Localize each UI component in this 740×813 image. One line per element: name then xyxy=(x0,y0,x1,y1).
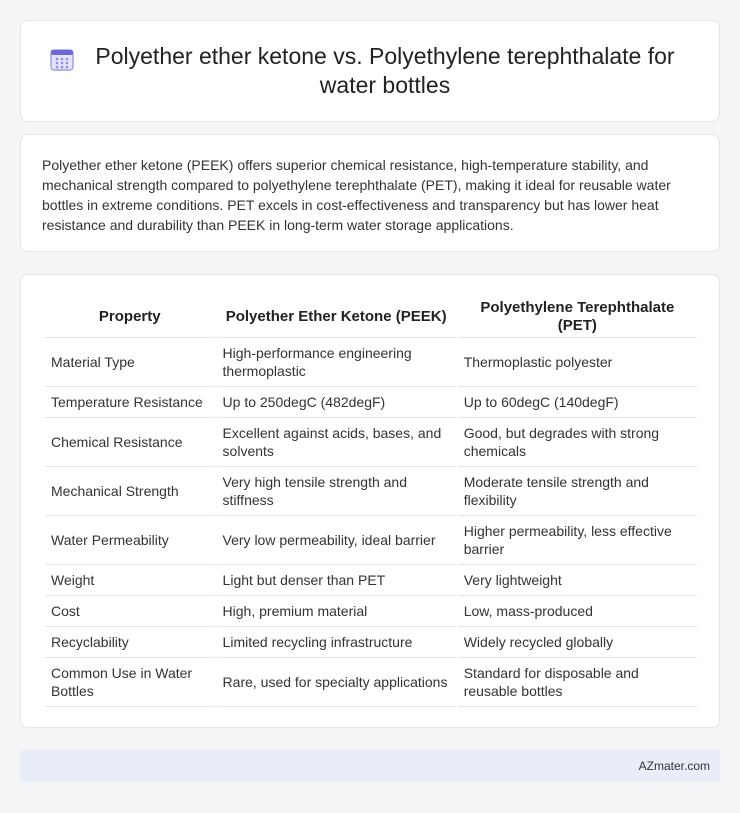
property-cell: Water Permeability xyxy=(45,516,215,565)
pet-cell: Up to 60degC (140degF) xyxy=(458,387,697,418)
peek-cell: Up to 250degC (482degF) xyxy=(217,387,456,418)
table-row xyxy=(45,596,697,627)
footer-brand[interactable]: AZmater.com xyxy=(638,759,710,773)
peek-cell: Limited recycling infrastructure xyxy=(217,627,456,658)
property-cell: Common Use in Water Bottles xyxy=(45,658,215,707)
pet-cell: Widely recycled globally xyxy=(458,627,697,658)
title-card xyxy=(20,20,720,122)
peek-cell: Light but denser than PET xyxy=(217,565,456,596)
pet-cell: Thermoplastic polyester xyxy=(458,338,697,387)
table-row xyxy=(45,338,697,387)
peek-cell: Very high tensile strength and stiffness xyxy=(217,467,456,516)
table-header-row xyxy=(45,297,697,338)
comparison-table xyxy=(43,297,699,707)
property-cell: Chemical Resistance xyxy=(45,418,215,467)
table-row xyxy=(45,387,697,418)
table-row xyxy=(45,658,697,707)
peek-cell: Rare, used for specialty applications xyxy=(217,658,456,707)
property-cell: Material Type xyxy=(45,338,215,387)
page-title: Polyether ether ketone vs. Polyethylene terephthalate for water bottles xyxy=(95,43,675,98)
peek-cell: Excellent against acids, bases, and solvents xyxy=(217,418,456,467)
header-pet: Polyethylene Terephthalate (PET) xyxy=(458,297,697,338)
pet-cell: Higher permeability, less effective barrier xyxy=(458,516,697,565)
property-cell: Recyclability xyxy=(45,627,215,658)
property-cell: Temperature Resistance xyxy=(45,387,215,418)
summary-card xyxy=(20,134,720,252)
peek-cell: Very low permeability, ideal barrier xyxy=(217,516,456,565)
pet-cell: Very lightweight xyxy=(458,565,697,596)
pet-cell: Low, mass-produced xyxy=(458,596,697,627)
property-cell: Mechanical Strength xyxy=(45,467,215,516)
table-row xyxy=(45,418,697,467)
property-cell: Weight xyxy=(45,565,215,596)
table-row xyxy=(45,565,697,596)
table-row xyxy=(45,516,697,565)
peek-cell: High, premium material xyxy=(217,596,456,627)
table-row xyxy=(45,467,697,516)
pet-cell: Moderate tensile strength and flexibility xyxy=(458,467,697,516)
table-card xyxy=(20,274,720,728)
summary-text: Polyether ether ketone (PEEK) offers superior chemical resistance, high-temperature stability, and mechanical strength compared to polyethylene terephthalate (PET), making it ideal for reusable water bottles in extreme conditions. PET excels in cost-effectiveness and transparency but has lower heat resistance and durability than PEEK in long-term water storage applications. xyxy=(42,157,671,233)
footer xyxy=(20,750,720,782)
pet-cell: Good, but degrades with strong chemicals xyxy=(458,418,697,467)
pet-cell: Standard for disposable and reusable bottles xyxy=(458,658,697,707)
header-peek: Polyether Ether Ketone (PEEK) xyxy=(217,297,456,338)
header-property: Property xyxy=(45,297,215,338)
table-row xyxy=(45,627,697,658)
property-cell: Cost xyxy=(45,596,215,627)
peek-cell: High-performance engineering thermoplastic xyxy=(217,338,456,387)
